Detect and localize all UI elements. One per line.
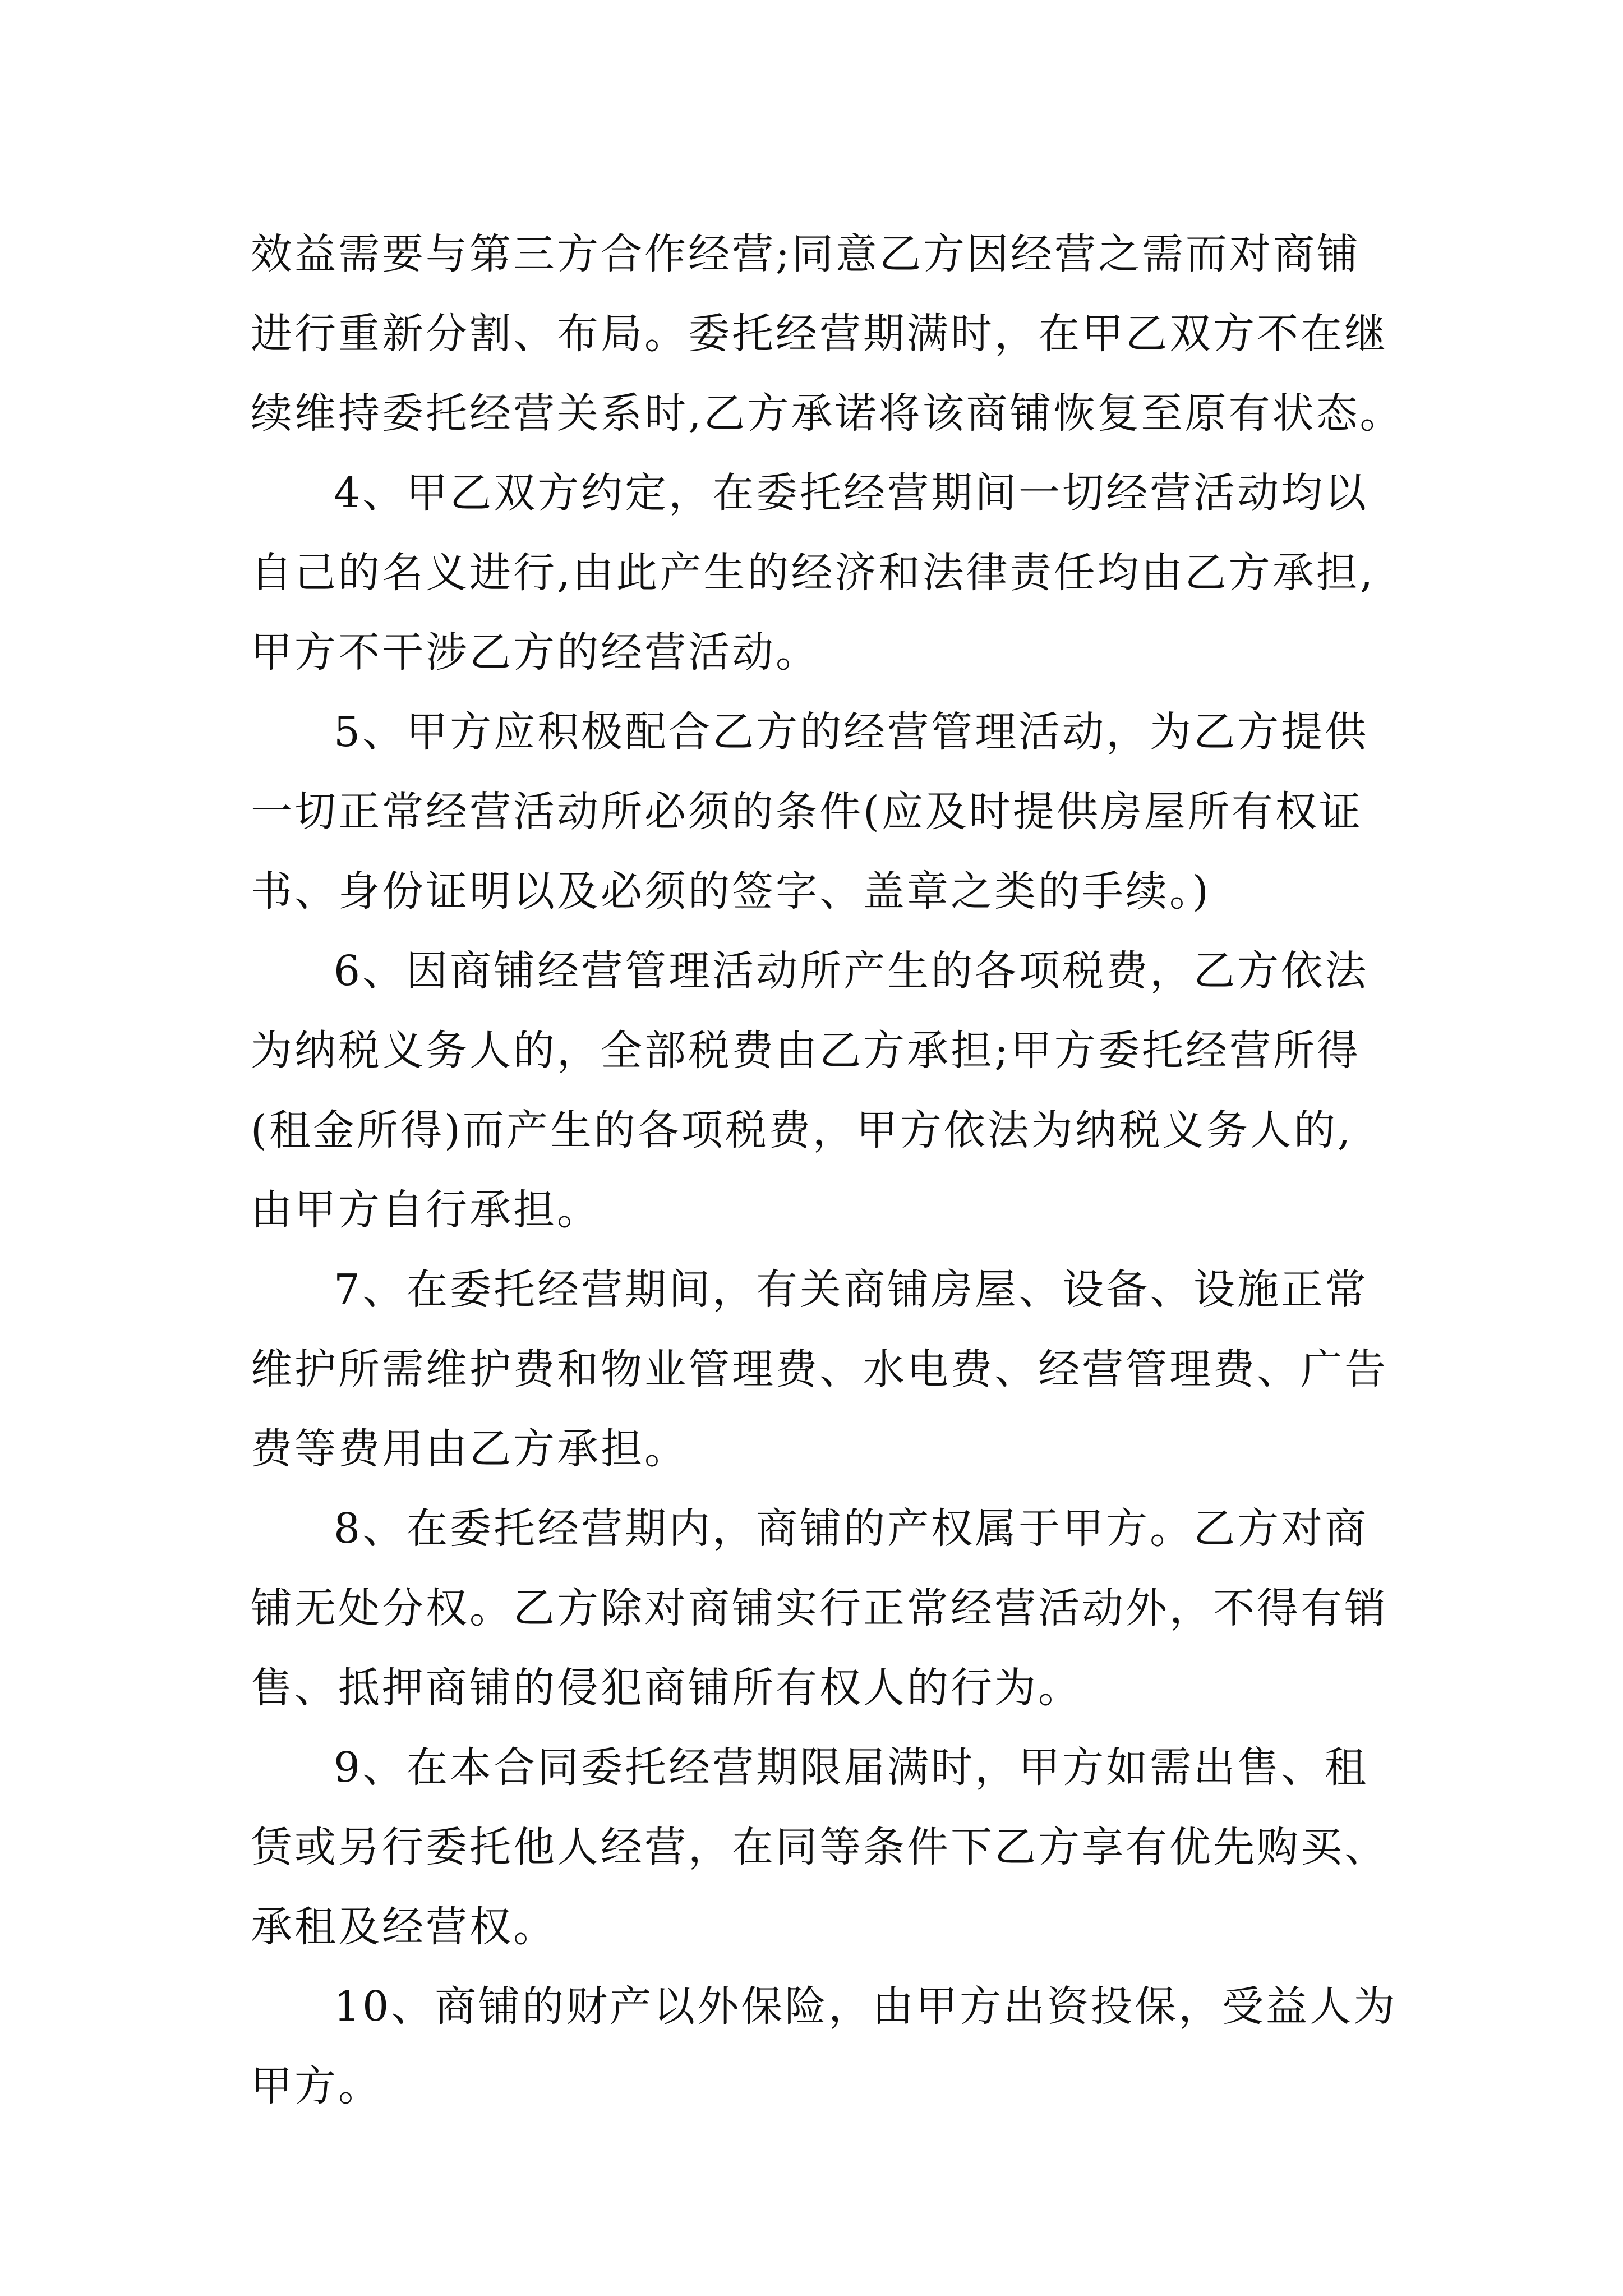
paragraph-line: 维护所需维护费和物业管理费、水电费、经营管理费、广告 [251, 1345, 1388, 1393]
clause-10 [251, 1967, 1440, 2126]
document-body [251, 214, 1440, 2126]
paragraph-line: 铺无处分权。乙方除对商铺实行正常经营活动外，不得有销 [251, 1584, 1388, 1632]
paragraph-line: 9、在本合同委托经营期限届满时，甲方如需出售、租 [334, 1743, 1369, 1792]
paragraph-line: 续维持委托经营关系时,乙方承诺将该商铺恢复至原有状态。 [251, 389, 1404, 438]
paragraph-line: 甲方。 [251, 2062, 382, 2110]
paragraph-line: 进行重新分割、布局。委托经营期满时，在甲乙双方不在继 [251, 310, 1388, 358]
paragraph-line: 4、甲乙双方约定，在委托经营期间一切经营活动均以 [334, 469, 1369, 517]
clause-5 [251, 692, 1440, 931]
clause-4 [251, 453, 1440, 692]
paragraph-line: 效益需要与第三方合作经营;同意乙方因经营之需而对商铺 [251, 230, 1361, 278]
paragraph-line: (租金所得)而产生的各项税费，甲方依法为纳税义务人的, [251, 1106, 1353, 1154]
paragraph-line: 10、商铺的财产以外保险，由甲方出资投保，受益人为 [334, 1982, 1398, 2031]
paragraph-line: 7、在委托经营期间，有关商铺房屋、设备、设施正常 [334, 1266, 1369, 1314]
clause-9 [251, 1728, 1440, 1967]
paragraph-line: 赁或另行委托他人经营，在同等条件下乙方享有优先购买、 [251, 1823, 1388, 1871]
paragraph-line: 费等费用由乙方承担。 [251, 1425, 688, 1473]
paragraph-continuation [251, 214, 1440, 453]
paragraph-line: 一切正常经营活动所必须的条件(应及时提供房屋所有权证 [251, 788, 1363, 836]
paragraph-line: 8、在委托经营期内，商铺的产权属于甲方。乙方对商 [334, 1504, 1369, 1553]
paragraph-line: 5、甲方应积极配合乙方的经营管理活动，为乙方提供 [334, 708, 1369, 756]
paragraph-line: 自己的名义进行,由此产生的经济和法律责任均由乙方承担, [251, 549, 1376, 597]
paragraph-line: 6、因商铺经营管理活动所产生的各项税费，乙方依法 [334, 947, 1369, 995]
clause-6 [251, 931, 1440, 1250]
clause-7 [251, 1250, 1440, 1489]
paragraph-line: 甲方不干涉乙方的经营活动。 [251, 628, 819, 677]
paragraph-line: 售、抵押商铺的侵犯商铺所有权人的行为。 [251, 1664, 1082, 1712]
paragraph-line: 为纳税义务人的，全部税费由乙方承担;甲方委托经营所得 [251, 1027, 1361, 1075]
paragraph-line: 书、身份证明以及必须的签字、盖章之类的手续。) [251, 867, 1211, 915]
paragraph-line: 承租及经营权。 [251, 1903, 557, 1951]
paragraph-line: 由甲方自行承担。 [251, 1186, 601, 1234]
clause-8 [251, 1489, 1440, 1728]
